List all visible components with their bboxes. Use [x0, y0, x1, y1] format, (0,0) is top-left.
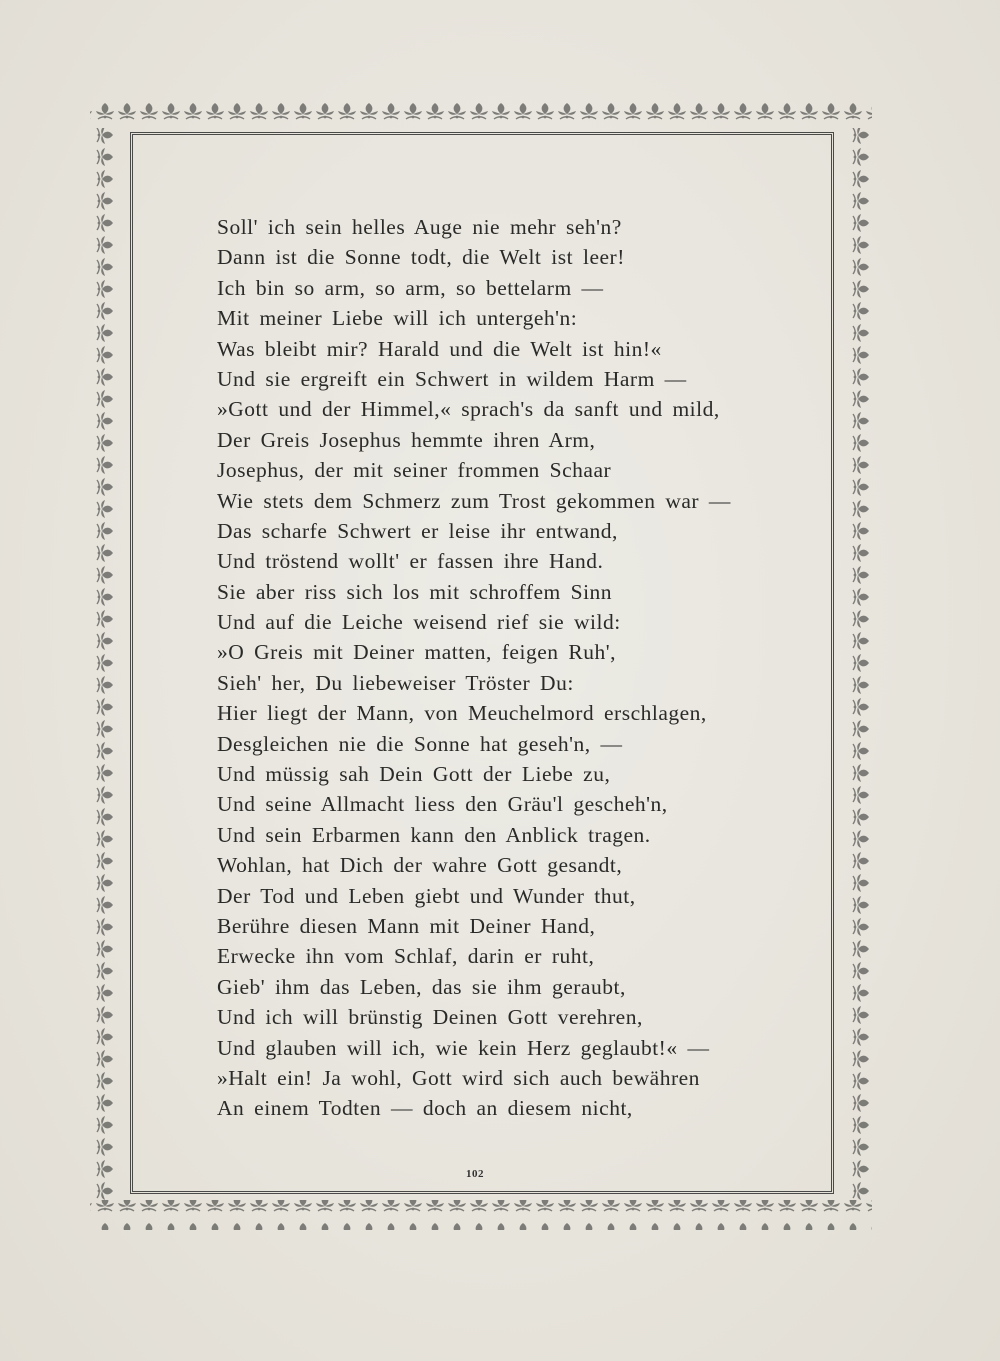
poem-line: Sie aber riss sich los mit schroffem Sinn — [217, 579, 613, 604]
poem-line: Erwecke ihn vom Schlaf, darin er ruht, — [217, 944, 595, 969]
poem-line: Dann ist die Sonne todt, die Welt ist leer! — [217, 245, 625, 270]
poem-line: Mit meiner Liebe will ich untergeh'n: — [217, 306, 578, 331]
poem-line: Sieh' her, Du liebeweiser Tröster Du: — [217, 670, 574, 695]
poem-line: »Halt ein! Ja wohl, Gott wird sich auch bewähren — [217, 1065, 700, 1090]
poem-line: Hier liegt der Mann, von Meuchelmord erschlagen, — [217, 701, 707, 726]
poem-line: Wie stets dem Schmerz zum Trost gekommen war — — [217, 488, 731, 513]
poem-line: »Gott und der Himmel,« sprach's da sanft und mild, — [217, 397, 720, 422]
poem-line: Gieb' ihm das Leben, das sie ihm geraubt, — [217, 974, 626, 999]
poem-text — [217, 212, 777, 1124]
poem-line: Und seine Allmacht liess den Gräu'l gescheh'n, — [217, 792, 668, 817]
poem-line: Wohlan, hat Dich der wahre Gott gesandt, — [217, 853, 623, 878]
poem-line: Soll' ich sein helles Auge nie mehr seh'n? — [217, 215, 622, 239]
poem-line: Und sein Erbarmen kann den Anblick tragen. — [217, 822, 651, 847]
poem-line: An einem Todten — doch an diesem nicht, — [217, 1096, 633, 1121]
poem-line: Was bleibt mir? Harald und die Welt ist hin!« — [217, 336, 662, 361]
poem-line: Und auf die Leiche weisend rief sie wild: — [217, 610, 621, 635]
poem-line: Der Greis Josephus hemmte ihren Arm, — [217, 427, 596, 452]
poem-line: Und ich will brünstig Deinen Gott verehren, — [217, 1005, 643, 1030]
poem-line: Und tröstend wollt' er fassen ihre Hand. — [217, 549, 604, 574]
poem-line: Und glauben will ich, wie kein Herz geglaubt!« — — [217, 1035, 710, 1060]
poem-line: Josephus, der mit seiner frommen Schaar — [217, 458, 612, 483]
poem-line: »O Greis mit Deiner matten, feigen Ruh', — [217, 640, 616, 665]
poem-line: Und sie ergreift ein Schwert in wildem Harm — — [217, 366, 687, 391]
poem-line: Desgleichen nie die Sonne hat geseh'n, — — [217, 731, 623, 756]
poem-line: Das scharfe Schwert er leise ihr entwand, — [217, 518, 618, 543]
poem-line: Berühre diesen Mann mit Deiner Hand, — [217, 913, 596, 938]
poem-line: Ich bin so arm, so arm, so bettelarm — — [217, 275, 604, 300]
poem-line: Und müssig sah Dein Gott der Liebe zu, — [217, 762, 611, 787]
poem-line: Der Tod und Leben giebt und Wunder thut, — [217, 883, 636, 908]
page-number: 102 — [466, 1168, 484, 1180]
